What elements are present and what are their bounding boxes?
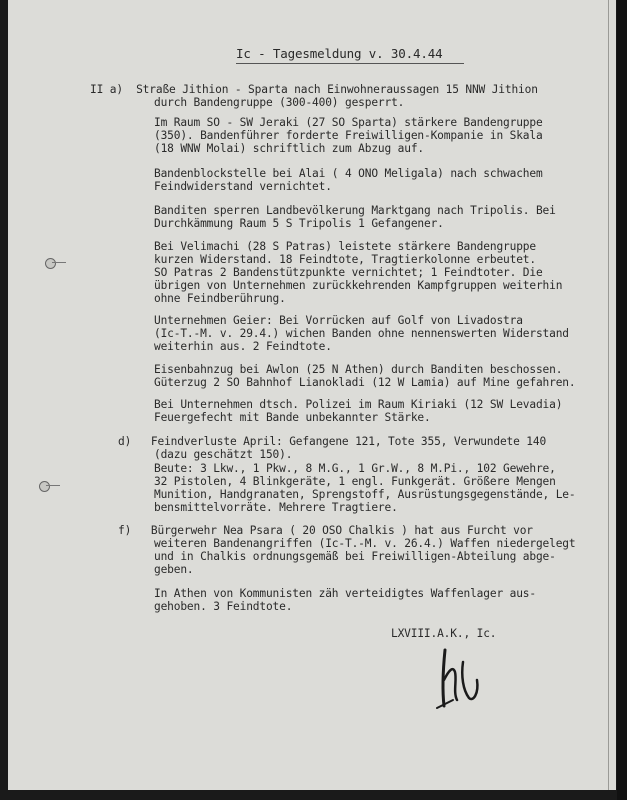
report-line: Unternehmen Geier: Bei Vorrücken auf Golf von Livadostra	[154, 314, 523, 327]
report-line: und in Chalkis ordnungsgemäß bei Freiwilligen-Abteilung abge-	[154, 550, 556, 563]
document-page	[8, 0, 616, 790]
scan-edge	[617, 0, 627, 800]
handwritten-signature	[433, 640, 493, 712]
punch-hole-upper	[45, 258, 56, 269]
report-line: Eisenbahnzug bei Awlon (25 N Athen) durch Banditen beschossen.	[154, 363, 563, 376]
report-line: Güterzug 2 SO Bahnhof Lianokladi (12 W Lamia) auf Mine gefahren.	[154, 376, 576, 389]
report-line: Beute: 3 Lkw., 1 Pkw., 8 M.G., 1 Gr.W., 8 M.Pi., 102 Gewehre,	[154, 462, 556, 475]
report-line: ohne Feindberührung.	[154, 292, 286, 305]
page-crease	[608, 0, 609, 790]
report-line: Durchkämmung Raum 5 S Tripolis 1 Gefangener.	[154, 217, 444, 230]
report-line: In Athen von Kommunisten zäh verteidigtes Waffenlager aus-	[154, 587, 536, 600]
punch-hole-lower	[39, 481, 50, 492]
report-line: bensmittelvorräte. Mehrere Tragtiere.	[154, 501, 398, 514]
report-line: II a) Straße Jithion - Sparta nach Einwohneraussagen 15 NNW Jithion	[90, 83, 538, 96]
title-underline	[236, 63, 464, 64]
report-line: 32 Pistolen, 4 Blinkgeräte, 1 engl. Funkgerät. Größere Mengen	[154, 475, 556, 488]
report-line: (18 WNW Molai) schriftlich zum Abzug auf.	[154, 142, 425, 155]
punch-mark-upper	[52, 262, 66, 263]
report-line: Feuergefecht mit Bande unbekannter Stärke.	[154, 411, 431, 424]
report-line: (dazu geschätzt 150).	[154, 448, 293, 461]
report-line: Banditen sperren Landbevölkerung Marktgang nach Tripolis. Bei	[154, 204, 556, 217]
report-line: Feindwiderstand vernichtet.	[154, 180, 332, 193]
report-line: (350). Bandenführer forderte Freiwilligen-Kompanie in Skala	[154, 129, 543, 142]
report-line: Munition, Handgranaten, Sprengstoff, Ausrüstungsgegenstände, Le-	[154, 488, 576, 501]
report-line: Bandenblockstelle bei Alai ( 4 ONO Meligala) nach schwachem	[154, 167, 543, 180]
report-line: LXVIII.A.K., Ic.	[391, 627, 497, 640]
report-line: übrigen von Unternehmen zurückkehrenden Kampfgruppen weiterhin	[154, 279, 563, 292]
report-line: SO Patras 2 Bandenstützpunkte vernichtet; 1 Feindtoter. Die	[154, 266, 543, 279]
report-line: durch Bandengruppe (300-400) gesperrt.	[154, 96, 405, 109]
report-line: f) Bürgerwehr Nea Psara ( 20 OSO Chalkis ) hat aus Furcht vor	[118, 524, 533, 537]
report-line: Bei Unternehmen dtsch. Polizei im Raum Kiriaki (12 SW Levadia)	[154, 398, 563, 411]
report-line: Im Raum SO - SW Jeraki (27 SO Sparta) stärkere Bandengruppe	[154, 116, 543, 129]
report-line: (Ic-T.-M. v. 29.4.) wichen Banden ohne nennenswerten Widerstand	[154, 327, 569, 340]
report-line: kurzen Widerstand. 18 Feindtote, Tragtierkolonne erbeutet.	[154, 253, 536, 266]
report-line: weiterhin aus. 2 Feindtote.	[154, 340, 332, 353]
report-line: gehoben. 3 Feindtote.	[154, 600, 293, 613]
report-line: d) Feindverluste April: Gefangene 121, Tote 355, Verwundete 140	[118, 435, 547, 448]
report-line: geben.	[154, 563, 194, 576]
document-title: Ic - Tagesmeldung v. 30.4.44	[236, 46, 443, 61]
report-line: Bei Velimachi (28 S Patras) leistete stärkere Bandengruppe	[154, 240, 536, 253]
punch-mark-lower	[46, 485, 60, 486]
report-line: weiteren Bandenangriffen (Ic-T.-M. v. 26.4.) Waffen niedergelegt	[154, 537, 576, 550]
